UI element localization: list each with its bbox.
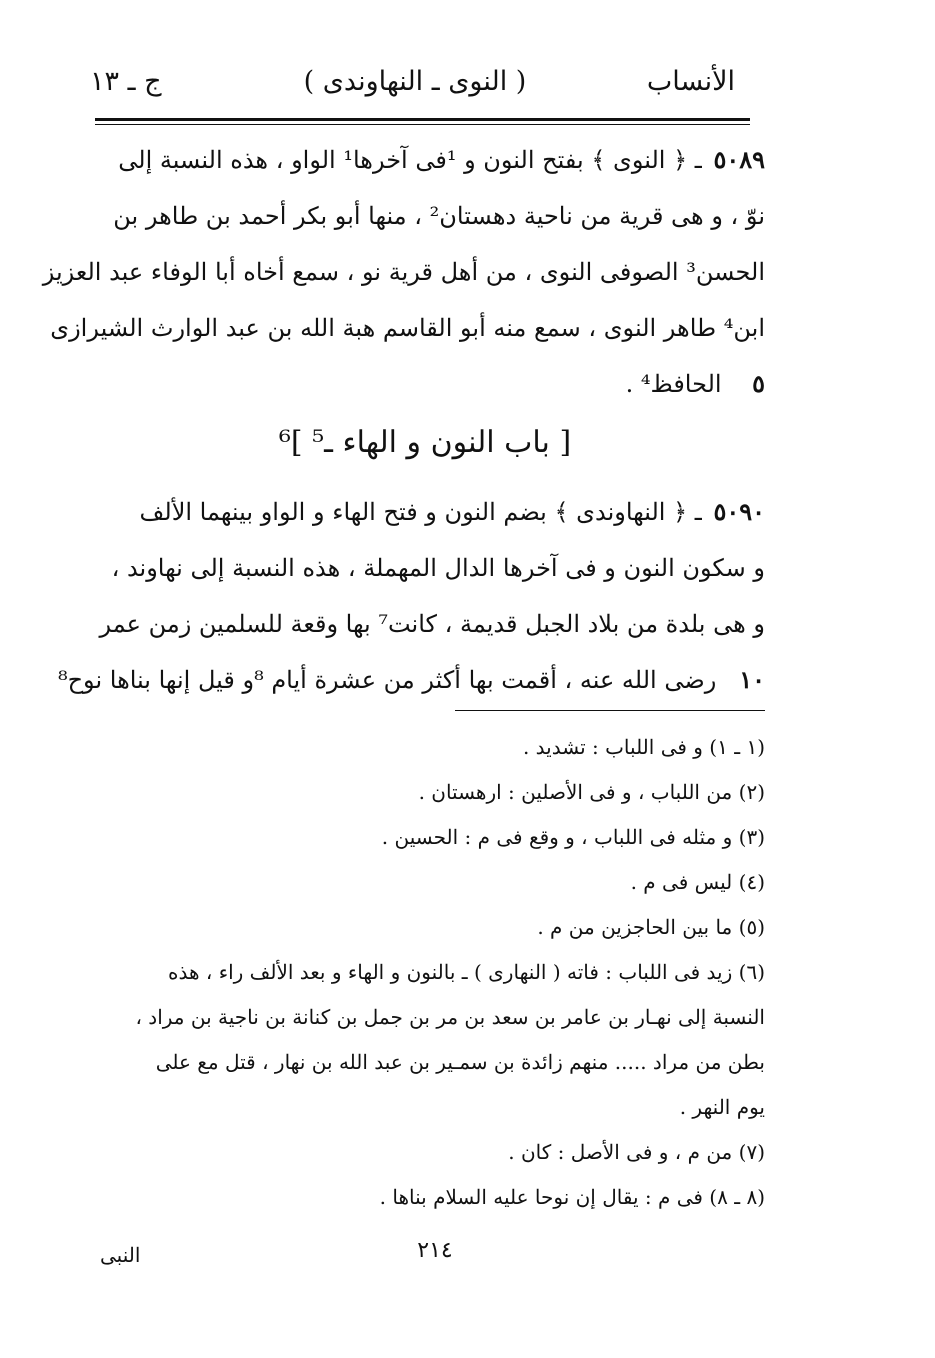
page-number: ٢١٤: [417, 1238, 453, 1263]
entry-text: ـ ﴿ النهاوندى ﴾ بضم النون و فتح الهاء و الواو بينهما الألف: [139, 498, 702, 526]
footnote: (٣) و مثله فى اللباب ، و وقع فى م : الحسين .: [381, 825, 765, 849]
entry-line: و هى بلدة من بلاد الجبل قديمة ، كانت⁷ بها وقعة للسلمين زمن عمر: [99, 610, 765, 638]
margin-line-number: ١٠: [739, 665, 765, 694]
footnote: (١ ـ ١) و فى اللباب : تشديد .: [522, 735, 765, 759]
entry-line: ابن⁴ طاهر النوى ، سمع منه أبو القاسم هبة الله بن عبد الوارث الشيرازى: [50, 314, 765, 342]
footnote: بطن من مراد ..... منهم زائدة بن سمـير بن عبد الله بن نهار ، قتل مع على: [155, 1050, 765, 1074]
footnote: (٥) ما بين الحاجزين من م .: [537, 915, 765, 939]
entry-line: [85, 356, 765, 412]
header-rule-thin: [95, 124, 750, 125]
footnote-rule: [455, 710, 765, 711]
entry-line: [57, 652, 765, 708]
entry-5090: [57, 484, 765, 708]
footnote: يوم النهر .: [679, 1095, 765, 1119]
footnote: النسبة إلى نهـار بن عامر بن سعد بن مر بن جمل بن كنانة بن ناجية بن مراد ،: [135, 1005, 765, 1029]
footnote: (٢) من اللباب ، و فى الأصلين : ارهستان .: [418, 780, 765, 804]
entry-text: الحافظ⁴ .: [625, 370, 722, 398]
footnote: (٨ ـ ٨) فى م : يقال إن نوحا عليه السلام بناها .: [379, 1185, 765, 1209]
footnotes: [85, 725, 765, 1220]
entry-line: نوّ ، و هى قرية من ناحية دهستان² ، منها أبو بكر أحمد بن طاهر بن: [113, 202, 765, 230]
entry-line: [85, 484, 765, 540]
catchword: النبى: [100, 1243, 141, 1267]
section-heading: [ باب النون و الهاء ـ⁵ ]⁶: [278, 425, 572, 460]
running-header-volume: ج ـ ١٣: [90, 66, 162, 97]
entry-number: ٥٠٩٠: [713, 497, 765, 526]
margin-line-number: ٥: [752, 369, 765, 398]
running-header-subject: ( النوى ـ النهاوندى ): [303, 66, 527, 97]
entry-line: الحسن³ الصوفى النوى ، من أهل قرية نو ، سمع أخاه أبا الوفاء عبد العزيز: [42, 258, 765, 286]
footnote: (٦) زيد فى اللباب : فاته ( النهارى ) ـ بالنون و الهاء و بعد الألف راء ، هذه: [168, 960, 765, 984]
entry-5089: [42, 132, 765, 412]
header-rule-thick: [95, 118, 750, 121]
entry-text: رضى الله عنه ، أقمت بها أكثر من عشرة أيام ⁸و قيل إنها بناها نوح⁸: [57, 666, 717, 694]
footnote: (٤) ليس فى م .: [630, 870, 765, 894]
entry-text: ـ ﴿ النوى ﴾ بفتح النون و ¹فى آخرها¹ الواو ، هذه النسبة إلى: [118, 146, 702, 174]
entry-line: و سكون النون و فى آخرها الدال المهملة ، هذه النسبة إلى نهاوند ،: [111, 554, 765, 582]
footnote: (٧) من م ، و فى الأصل : كان .: [508, 1140, 765, 1164]
running-header-title: الأنساب: [646, 66, 735, 97]
entry-line: [85, 132, 765, 188]
entry-number: ٥٠٨٩: [713, 145, 765, 174]
